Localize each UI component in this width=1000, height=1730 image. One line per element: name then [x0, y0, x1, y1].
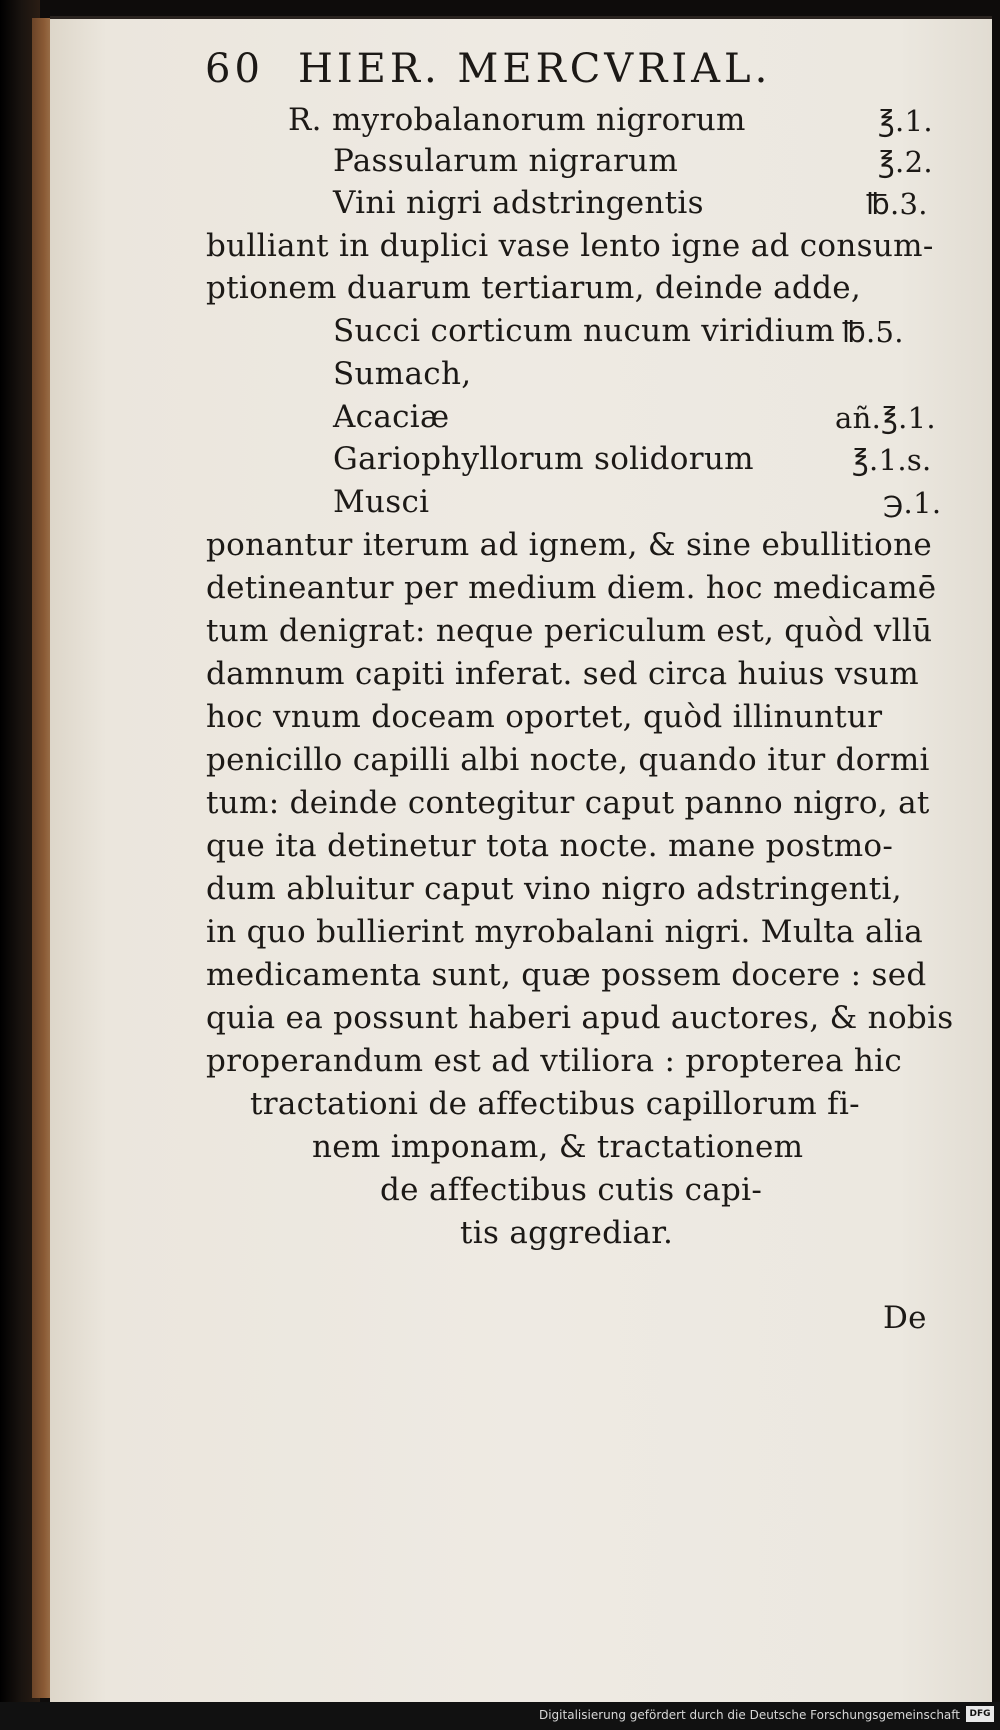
closing-line: de affectibus cutis capi-: [380, 1172, 763, 1208]
closing-line: nem imponam, & tractationem: [312, 1129, 804, 1165]
recipe-ingredient: Passularum nigrarum: [333, 143, 679, 179]
recipe-ingredient: Gariophyllorum solidorum: [333, 441, 754, 477]
text-line: quia ea possunt haberi apud auctores, & nobis: [206, 1000, 954, 1036]
recipe-amount: ℈.1.: [883, 486, 942, 520]
recipe-ingredient: R. myrobalanorum nigrorum: [288, 102, 746, 138]
running-title: HIER. MERCVRIAL.: [298, 46, 772, 92]
text-line: tum: deinde contegitur caput panno nigro, at: [206, 785, 930, 821]
dfg-logo: DFG: [966, 1706, 994, 1722]
text-line: detineantur per medium diem. hoc medicamē: [206, 570, 937, 606]
recipe-ingredient: Acaciæ: [333, 399, 450, 435]
recipe-amount: ℥.1.s.: [852, 443, 932, 477]
recipe-ingredient: Sumach,: [333, 356, 472, 392]
closing-line: tractationi de affectibus capillorum fi-: [250, 1086, 860, 1122]
text-line: ponantur iterum ad ignem, & sine ebullitione: [206, 527, 933, 563]
page-number: 60: [205, 46, 264, 92]
text-line: penicillo capilli albi nocte, quando itur dormi: [206, 742, 930, 778]
recipe-ingredient: Vini nigri adstringentis: [333, 185, 704, 221]
text-line: hoc vnum doceam oportet, quòd illinuntur: [206, 699, 883, 735]
recipe-ingredient: Musci: [333, 484, 430, 520]
text-line: medicamenta sunt, quæ possem docere : sed: [206, 957, 927, 993]
text-line: properandum est ad vtiliora : propterea hic: [206, 1043, 903, 1079]
closing-line: tis aggrediar.: [460, 1215, 674, 1251]
recipe-amount: añ.℥.1.: [835, 401, 936, 435]
text-line: in quo bullierint myrobalani nigri. Multa alia: [206, 914, 923, 950]
recipe-amount: ℔.3.: [866, 187, 928, 221]
text-line: bulliant in duplici vase lento igne ad consum-: [206, 228, 934, 264]
text-line: ptionem duarum tertiarum, deinde adde,: [206, 270, 862, 306]
text-line: damnum capiti inferat. sed circa huius vsum: [206, 656, 919, 692]
recipe-amount: ℥.2.: [878, 145, 933, 179]
text-line: tum denigrat: neque periculum est, quòd vllū: [206, 613, 933, 649]
recipe-ingredient: Succi corticum nucum viridium: [333, 313, 835, 349]
recipe-amount: ℔.5.: [842, 315, 904, 349]
text-line: dum abluitur caput vino nigro adstringenti,: [206, 871, 902, 907]
text-line: que ita detinetur tota nocte. mane postmo-: [206, 828, 894, 864]
digitization-credit: Digitalisierung gefördert durch die Deutsche Forschungsgemeinschaft: [538, 1708, 960, 1722]
catchword: De: [883, 1300, 927, 1336]
recipe-amount: ℥.1.: [878, 104, 933, 138]
